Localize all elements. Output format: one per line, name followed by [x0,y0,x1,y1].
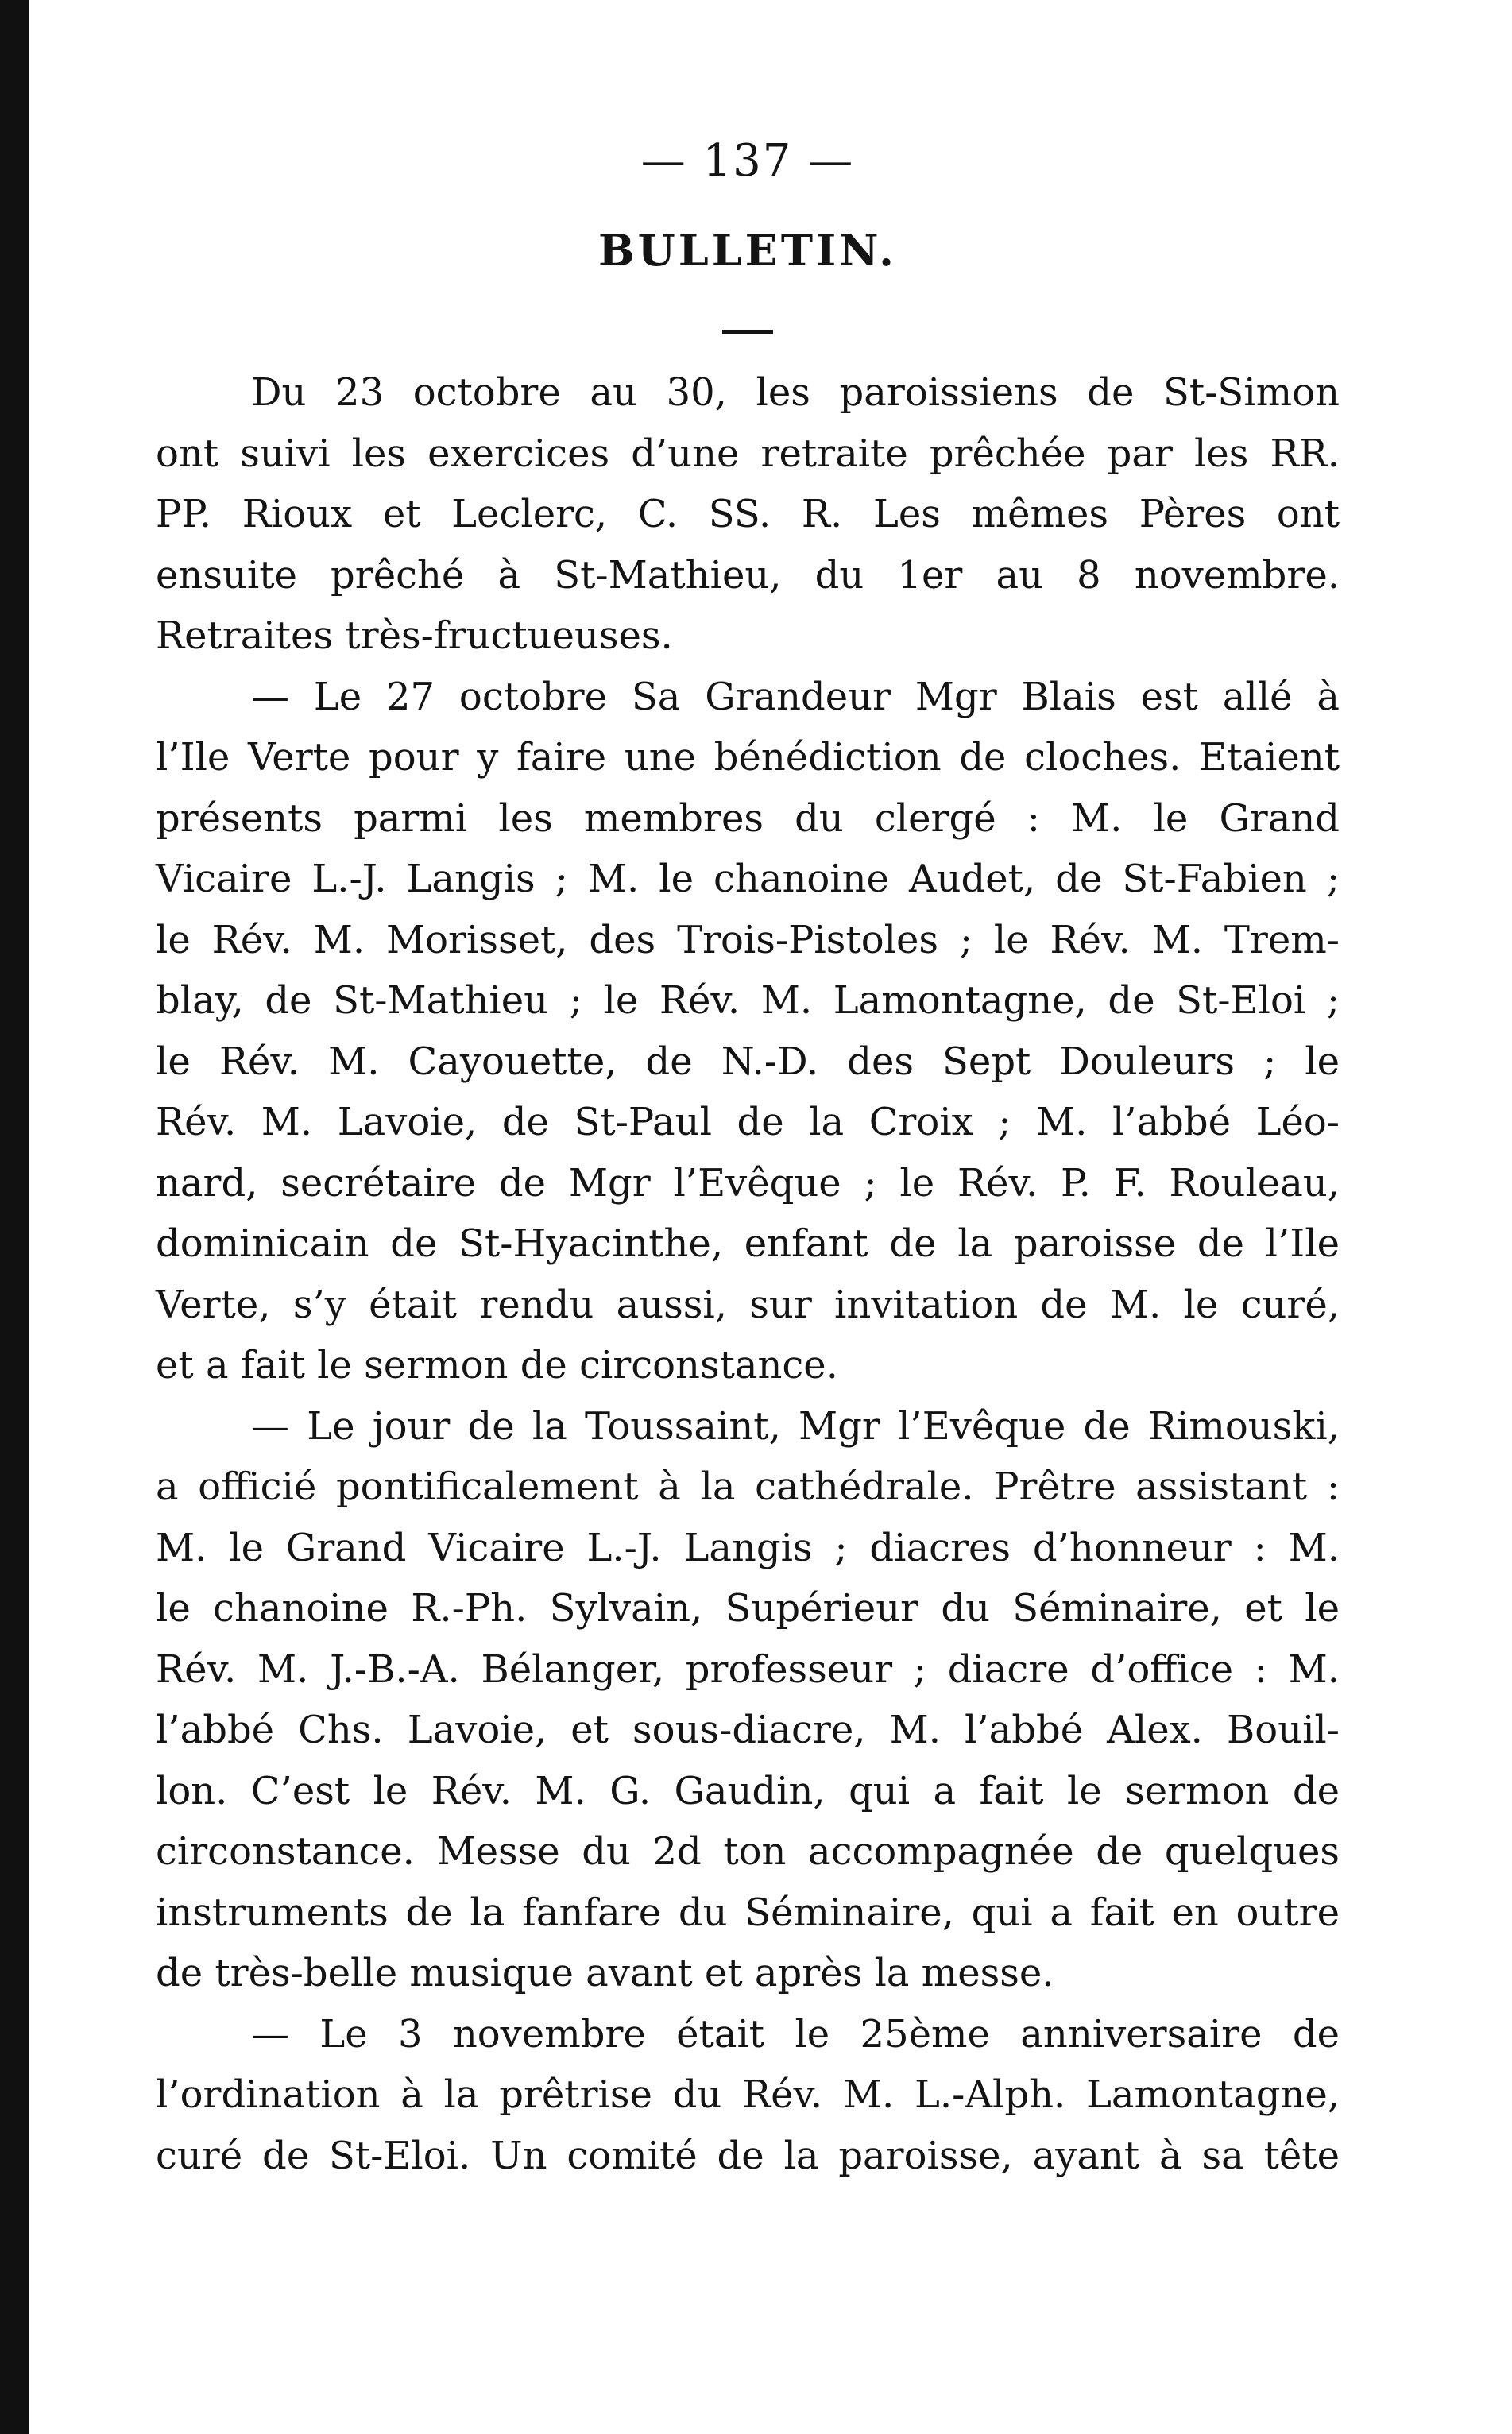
text-line: l’abbé Chs. Lavoie, et sous-diacre, M. l’abbé Alex. Bouil- [156,1708,1340,1752]
text-line: ont suivi les exercices d’une retraite prêchée par les RR. [156,431,1340,476]
text-line: l’ordination à la prêtrise du Rév. M. L.-Alph. Lamontagne, [156,2072,1340,2117]
text-line: — Le 27 octobre Sa Grandeur Mgr Blais est allé à [251,674,1340,719]
page-number: — 137 — [640,135,855,187]
text-line: Vicaire L.-J. Langis ; M. le chanoine Audet, de St-Fabien ; [156,857,1340,901]
text-line: présents parmi les membres du clergé : M. le Grand [156,795,1340,841]
text-line: Retraites très-fructueuses. [156,613,673,658]
text-line: Rév. M. J.-B.-A. Bélanger, professeur ; diacre d’office : M. [156,1647,1340,1692]
text-line: instruments de la fanfare du Séminaire, qui a fait en outre [156,1890,1340,1935]
page-binding-edge [0,0,29,2434]
text-line: Verte, s’y était rendu aussi, sur invitation de M. le curé, [156,1282,1340,1327]
book-page [156,135,1340,2186]
bulletin-body [156,362,1340,2186]
text-line: circonstance. Messe du 2d ton accompagnée de quelques [156,1829,1340,1874]
text-line: a officié pontificalement à la cathédrale. Prêtre assistant : [156,1465,1340,1509]
text-line: M. le Grand Vicaire L.-J. Langis ; diacres d’honneur : M. [156,1525,1340,1570]
text-line: et a fait le sermon de circonstance. [156,1343,838,1387]
section-heading: BULLETIN. [598,225,897,276]
text-line: Du 23 octobre au 30, les paroissiens de St-Simon [251,370,1340,415]
heading-rule [722,330,773,334]
text-line: l’Ile Verte pour y faire une bénédiction de cloches. Etaient [156,735,1340,780]
text-line: dominicain de St-Hyacinthe, enfant de la paroisse de l’Ile [156,1221,1340,1266]
text-line: le Rév. M. Morisset, des Trois-Pistoles ; le Rév. M. Trem- [156,917,1340,962]
text-line: ensuite prêché à St-Mathieu, du 1er au 8 novembre. [156,552,1340,598]
text-line: de très-belle musique avant et après la messe. [156,1951,1054,1995]
text-line: — Le jour de la Toussaint, Mgr l’Evêque de Rimouski, [251,1403,1340,1449]
text-line: Rév. M. Lavoie, de St-Paul de la Croix ; M. l’abbé Léo- [156,1100,1340,1144]
text-line: le chanoine R.-Ph. Sylvain, Supérieur du Séminaire, et le [156,1586,1340,1631]
text-line: nard, secrétaire de Mgr l’Evêque ; le Rév. P. F. Rouleau, [156,1160,1340,1205]
text-line: curé de St-Eloi. Un comité de la paroisse, ayant à sa tête [156,2133,1340,2178]
text-line: blay, de St-Mathieu ; le Rév. M. Lamontagne, de St-Eloi ; [156,978,1340,1023]
text-line: lon. C’est le Rév. M. G. Gaudin, qui a fait le sermon de [156,1768,1340,1813]
text-line: le Rév. M. Cayouette, de N.-D. des Sept Douleurs ; le [156,1039,1340,1084]
text-line: PP. Rioux et Leclerc, C. SS. R. Les mêmes Pères ont [156,492,1340,536]
text-line: — Le 3 novembre était le 25ème anniversaire de [251,2011,1340,2057]
